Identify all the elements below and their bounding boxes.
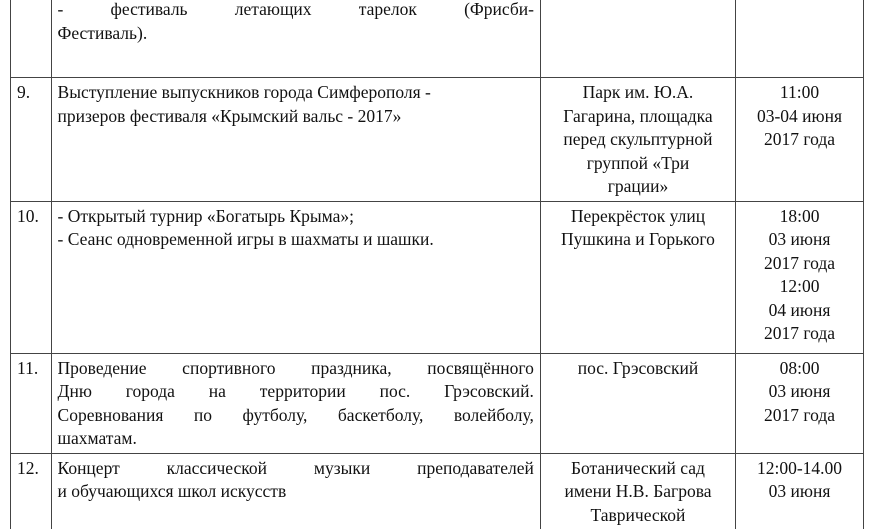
time-line: 03 июня — [768, 229, 831, 249]
place-line: Пушкина и Горького — [561, 229, 715, 249]
event-description — [51, 453, 540, 529]
row-number: 10. — [11, 201, 52, 353]
event-description — [51, 0, 540, 78]
event-description — [51, 201, 540, 353]
time-line: 03 июня — [768, 381, 831, 401]
event-place — [540, 201, 735, 353]
description-line: - фестиваль летающих тарелок (Фрисби- — [57, 0, 534, 19]
event-time — [736, 353, 864, 453]
event-time — [736, 0, 864, 78]
place-line: пос. Грэсовский — [577, 357, 699, 378]
event-place — [540, 78, 735, 202]
description-line: Выступление выпускников города Симферополя - — [57, 82, 431, 102]
time-line: 11:00 — [779, 82, 820, 102]
description-line: шахматам. — [57, 428, 137, 448]
time-line: 08:00 — [779, 357, 820, 378]
event-time — [736, 201, 864, 353]
event-description — [51, 78, 540, 202]
table-row — [11, 353, 864, 453]
row-number — [11, 0, 52, 78]
description-line: Концерт классической музыки преподавателей — [57, 457, 534, 478]
description-line: Дню города на территории пос. Грэсовский. — [57, 381, 534, 401]
time-line: 03-04 июня — [756, 105, 843, 126]
description-line: призеров фестиваля «Крымский вальс - 2017» — [57, 105, 402, 126]
event-place — [540, 0, 735, 78]
row-number: 11. — [11, 353, 52, 453]
time-line: 2017 года — [763, 129, 836, 149]
event-place — [540, 353, 735, 453]
table-row — [11, 453, 864, 529]
time-line: 04 июня — [768, 299, 831, 320]
place-line: Перекрёсток улиц — [570, 205, 706, 226]
row-number: 9. — [11, 78, 52, 202]
description-line: Проведение спортивного праздника, посвящённого — [57, 357, 534, 378]
table-row — [11, 201, 864, 353]
events-table — [10, 0, 864, 529]
time-line: 03 июня — [768, 481, 831, 501]
place-line: группой «Три — [586, 152, 690, 173]
event-time — [736, 453, 864, 529]
table-row — [11, 0, 864, 78]
place-line: имени Н.В. Багрова — [564, 481, 712, 501]
place-line: Ботанический сад — [570, 457, 705, 478]
place-line: Гагарина, площадка — [563, 105, 713, 126]
row-number: 12. — [11, 453, 52, 529]
time-line: 12:00 — [779, 276, 820, 296]
time-line: 12:00-14.00 — [756, 457, 843, 478]
place-line: перед скульптурной — [563, 129, 713, 149]
time-line: 2017 года — [763, 252, 836, 273]
time-line: 2017 года — [763, 404, 836, 425]
description-line: - Открытый турнир «Богатырь Крыма»; — [57, 205, 354, 226]
description-line: Соревнования по футболу, баскетболу, волейболу, — [57, 404, 534, 425]
time-line: 18:00 — [779, 205, 820, 226]
description-line: Фестиваль). — [57, 22, 148, 43]
event-place — [540, 453, 735, 529]
event-description — [51, 353, 540, 453]
description-line: и обучающихся школ искусств — [57, 481, 287, 501]
event-time — [736, 78, 864, 202]
place-line: Парк им. Ю.А. — [582, 82, 694, 102]
place-line: грации» — [607, 176, 669, 196]
description-line: - Сеанс одновременной игры в шахматы и шашки. — [57, 229, 434, 249]
table-row — [11, 78, 864, 202]
time-line: 2017 года — [763, 323, 836, 343]
place-line: Таврической — [590, 504, 686, 525]
